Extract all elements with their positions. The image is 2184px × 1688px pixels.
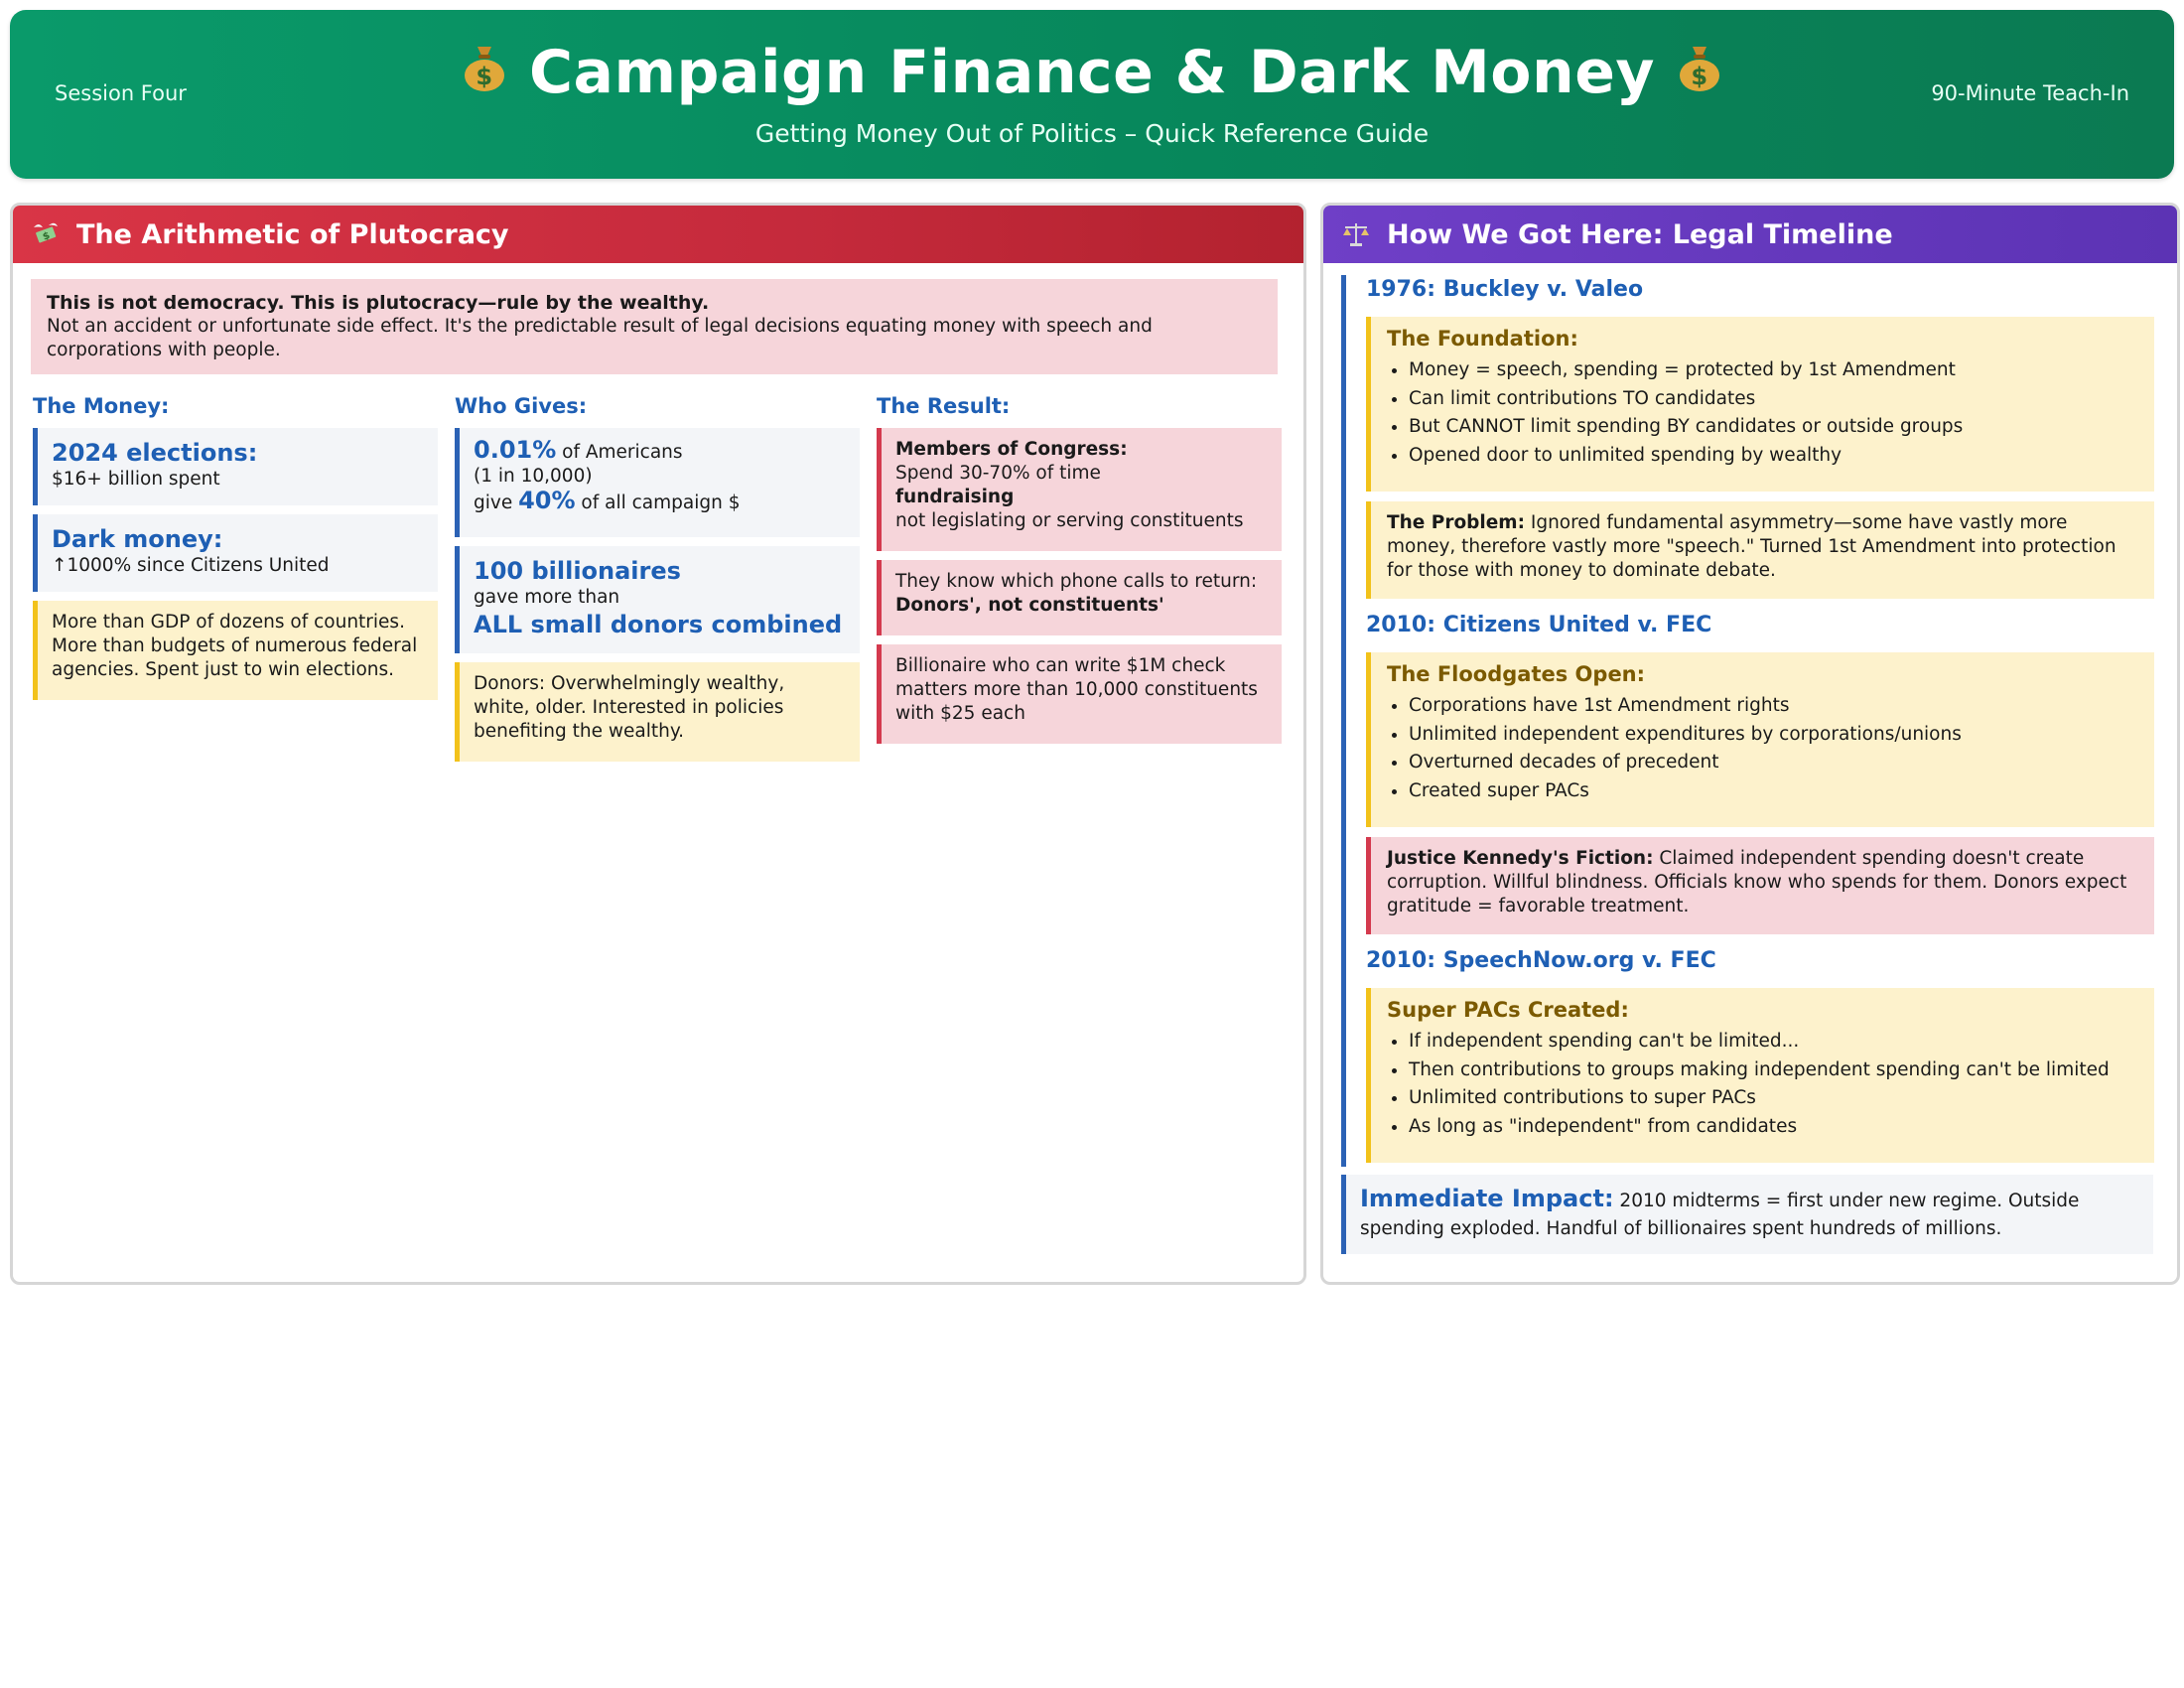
page-title: [10, 38, 2174, 107]
note-card: Donors: Overwhelmingly wealthy, white, older. Interested in policies benefiting the wealthy.: [455, 662, 860, 762]
stat-text: gave more than: [474, 587, 620, 608]
stat-text: $16+ billion spent: [52, 469, 220, 490]
result-card: [877, 560, 1282, 635]
impact-box: [1341, 1175, 2153, 1254]
intro-text: Not an accident or unfortunate side effect. It's the predictable result of legal decisions equating money with speech and corporations with people.: [47, 316, 1153, 360]
session-label: Session Four: [55, 81, 187, 105]
box-text: Claimed independent spending doesn't create corruption. Willful blindness. Officials know who spends for them. Donors expect gratitude = favorable treatment.: [1387, 848, 2127, 916]
box-title: The Foundation:: [1387, 327, 1578, 351]
stat-text: of Americans: [556, 442, 683, 463]
column-title: Who Gives:: [455, 394, 588, 418]
result-text: Spend 30-70% of time: [895, 463, 1101, 484]
timeline-box: [1366, 988, 2154, 1163]
kennedy-box: [1366, 837, 2154, 934]
list-item: • Unlimited independent expenditures by corporations/unions: [1409, 721, 2140, 750]
list-item: • Can limit contributions TO candidates: [1409, 385, 2140, 414]
money-with-wings-icon: [31, 219, 61, 249]
stat-card: [33, 514, 438, 592]
result-column: [877, 394, 1282, 753]
list-item: • Money = speech, spending = protected by 1st Amendment: [1409, 356, 2140, 385]
result-text: They know which phone calls to return:: [895, 571, 1258, 592]
box-title: Super PACs Created:: [1387, 998, 1629, 1022]
givers-column: [455, 394, 860, 771]
legal-timeline: [1341, 275, 2160, 1167]
money-bag-icon: [462, 43, 507, 92]
panel-title: How We Got Here: Legal Timeline: [1387, 218, 1893, 250]
timeline-panel: [1320, 203, 2180, 1285]
stat-label: 2024 elections:: [52, 439, 258, 467]
timeline-heading: 1976: Buckley v. Valeo: [1366, 277, 1644, 302]
list-item: • But CANNOT limit spending BY candidates or outside groups: [1409, 413, 2140, 442]
stat-card: [455, 428, 860, 537]
page-header: [10, 10, 2174, 179]
result-label: Members of Congress:: [895, 439, 1128, 460]
box-text: Ignored fundamental asymmetry—some have vastly more money, therefore vastly more "speech." Turned 1st Amendment into protection for those with money to dominate debate.: [1387, 512, 2116, 581]
scales-icon: [1341, 219, 1371, 249]
title-text: Campaign Finance & Dark Money: [528, 38, 1656, 107]
list-item: • Then contributions to groups making independent spending can't be limited: [1409, 1056, 2140, 1085]
result-text: not legislating or serving constituents: [895, 510, 1244, 531]
intro-bold: This is not democracy. This is plutocracy—rule by the wealthy.: [47, 292, 710, 314]
money-column: [33, 394, 438, 709]
list-item: • Opened door to unlimited spending by wealthy: [1409, 442, 2140, 471]
impact-label: Immediate Impact:: [1360, 1185, 1614, 1212]
stat-value: 0.01%: [474, 436, 557, 464]
list-item: • Unlimited contributions to super PACs: [1409, 1084, 2140, 1113]
panel-title: The Arithmetic of Plutocracy: [76, 218, 509, 250]
svg-text:$: $: [41, 229, 53, 243]
money-bag-icon: [1677, 43, 1722, 92]
list-item: • Corporations have 1st Amendment rights: [1409, 692, 2140, 721]
impact-text: 2010 midterms = first under new regime. Outside spending exploded. Handful of billionaires spent hundreds of millions.: [1360, 1191, 2080, 1239]
duration-label: 90-Minute Teach-In: [1931, 81, 2129, 105]
result-emphasis: fundraising: [895, 487, 1015, 507]
svg-text:$: $: [1691, 63, 1708, 91]
stat-label: ALL small donors combined: [474, 611, 843, 638]
stat-card: [33, 428, 438, 505]
result-card: [877, 428, 1282, 551]
stat-text: of all campaign $: [575, 492, 741, 513]
list-item: • Created super PACs: [1409, 777, 2140, 806]
panel-header: [1323, 206, 2177, 263]
column-title: The Money:: [33, 394, 170, 418]
box-label: The Problem:: [1387, 512, 1525, 533]
timeline-heading: 2010: SpeechNow.org v. FEC: [1366, 948, 1716, 973]
timeline-box: [1366, 652, 2154, 827]
stat-text: (1 in 10,000): [474, 466, 593, 487]
stat-text: give: [474, 492, 519, 513]
stat-text: ↑1000% since Citizens United: [52, 555, 330, 576]
list-item: • If independent spending can't be limited...: [1409, 1028, 2140, 1056]
bullet-list: [1387, 692, 2140, 805]
intro-box: [31, 279, 1278, 374]
result-emphasis: Donors', not constituents': [895, 595, 1164, 616]
plutocracy-panel: [10, 203, 1306, 1285]
box-title: The Floodgates Open:: [1387, 662, 1646, 686]
list-item: • As long as "independent" from candidates: [1409, 1113, 2140, 1142]
column-title: The Result:: [877, 394, 1011, 418]
timeline-box: [1366, 317, 2154, 492]
note-card: More than GDP of dozens of countries. More than budgets of numerous federal agencies. Spent just to win elections.: [33, 601, 438, 700]
problem-box: [1366, 501, 2154, 599]
box-label: Justice Kennedy's Fiction:: [1387, 848, 1654, 869]
stat-label: 100 billionaires: [474, 557, 681, 585]
result-card: Billionaire who can write $1M check matters more than 10,000 constituents with $25 each: [877, 644, 1282, 744]
bullet-list: [1387, 1028, 2140, 1141]
svg-text:$: $: [476, 63, 493, 91]
list-item: • Overturned decades of precedent: [1409, 749, 2140, 777]
stat-label: Dark money:: [52, 525, 223, 553]
panel-header: [13, 206, 1303, 263]
timeline-heading: 2010: Citizens United v. FEC: [1366, 613, 1712, 637]
bullet-list: [1387, 356, 2140, 470]
stat-value: 40%: [518, 487, 576, 514]
page-subtitle: Getting Money Out of Politics – Quick Reference Guide: [754, 119, 1430, 148]
stat-card: [455, 546, 860, 653]
